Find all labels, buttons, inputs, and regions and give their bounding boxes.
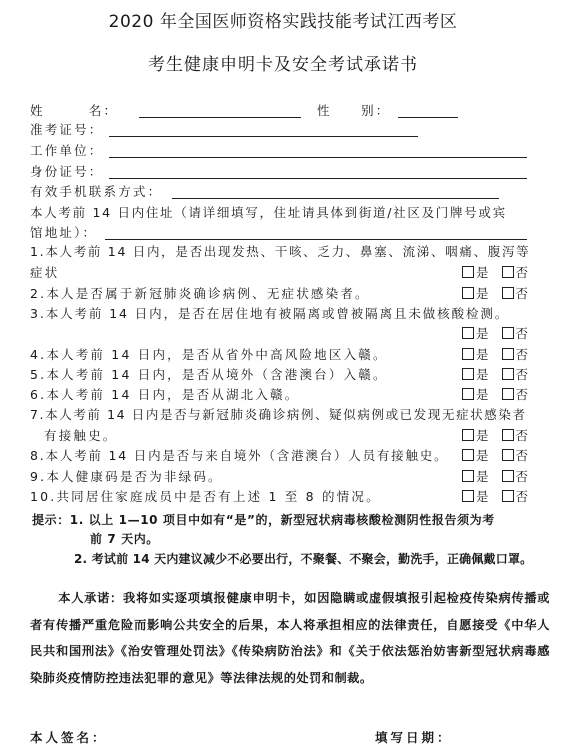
- option-no-label: 否: [515, 347, 530, 362]
- option-no-label: 否: [515, 326, 530, 341]
- option-yes-label: 是: [476, 347, 490, 362]
- checkbox-no[interactable]: [502, 266, 514, 278]
- question-9: 9.本人健康码是否为非绿码。: [30, 469, 223, 484]
- checkbox-no[interactable]: [502, 449, 514, 461]
- question-1-cont: 症状: [30, 265, 60, 280]
- address-label: 本人考前 14 日内住址（请详细填写，住址请具体到街道/社区及门牌号或宾: [30, 205, 507, 220]
- date-label: 填写日期：: [375, 730, 453, 745]
- question-4: 4.本人考前 14 日内，是否从省外中高风险地区入赣。: [30, 347, 388, 362]
- question-7-options: [462, 426, 529, 444]
- question-4-options: [462, 345, 529, 363]
- question-1: 1.本人考前 14 日内，是否出现发热、干咳、乏力、鼻塞、流涕、咽痛、腹泻等: [30, 244, 531, 259]
- option-no-label: 否: [515, 448, 530, 463]
- option-yes-label: 是: [476, 286, 490, 301]
- question-3: 3.本人考前 14 日内，是否在居住地有被隔离或曾被隔离且未做核酸检测。: [30, 306, 510, 321]
- checkbox-no[interactable]: [502, 429, 514, 441]
- phone-label: 有效手机联系方式：: [30, 184, 163, 199]
- id-number-field[interactable]: [109, 177, 527, 179]
- checkbox-yes[interactable]: [462, 490, 474, 502]
- question-10: 10.共同居住家庭成员中是否有上述 1 至 8 的情况。: [30, 489, 381, 504]
- option-no-label: 否: [515, 367, 530, 382]
- question-10-options: [462, 487, 529, 505]
- checkbox-no[interactable]: [502, 287, 514, 299]
- option-no-label: 否: [515, 387, 530, 402]
- promise-paragraph: [30, 585, 550, 691]
- tip-line-3: 2. 考试前 14 天内建议减少不必要出行，不聚餐、不聚会，勤洗手，正确佩戴口罩。: [74, 552, 533, 566]
- address-label-cont: 馆地址）：: [30, 225, 98, 240]
- question-8: 8.本人考前 14 日内是否与来自境外（含港澳台）人员有接触史。: [30, 448, 449, 463]
- gender-label: 性 别：: [317, 103, 391, 118]
- option-yes-label: 是: [476, 448, 490, 463]
- promise-text: 本人承诺：我将如实逐项填报健康申明卡，如因隐瞒或虚假填报引起检疫传染病传播或者有传播严重危险而影响公共安全的后果，本人将承担相应的法律责任，自愿接受《中华人民共和国刑法》《治安管理处罚法》《传染病防治法》和《关于依法惩治妨害新型冠状病毒感染肺炎疫情防控违法犯罪的意见》等法律法规的处罚和制裁。: [30, 591, 550, 685]
- option-yes-label: 是: [476, 326, 490, 341]
- checkbox-no[interactable]: [502, 470, 514, 482]
- checkbox-yes[interactable]: [462, 287, 474, 299]
- gender-field[interactable]: [398, 116, 458, 118]
- question-7: 7.本人考前 14 日内是否与新冠肺炎确诊病例、疑似病例或已发现无症状感染者: [30, 407, 527, 422]
- name-label: 姓 名：: [30, 103, 119, 118]
- checkbox-no[interactable]: [502, 490, 514, 502]
- tip-line-2: 前 7 天内。: [90, 532, 159, 546]
- checkbox-yes[interactable]: [462, 449, 474, 461]
- name-field[interactable]: [139, 116, 301, 118]
- option-yes-label: 是: [476, 265, 490, 280]
- option-yes-label: 是: [476, 387, 490, 402]
- address-field[interactable]: [105, 238, 527, 240]
- question-5-options: [462, 365, 529, 383]
- form-title: 2020 年全国医师资格实践技能考试江西考区: [108, 12, 458, 32]
- question-7-cont: 有接触史。: [44, 428, 118, 443]
- option-yes-label: 是: [476, 428, 490, 443]
- phone-field[interactable]: [172, 197, 499, 199]
- checkbox-no[interactable]: [502, 368, 514, 380]
- checkbox-yes[interactable]: [462, 470, 474, 482]
- checkbox-no[interactable]: [502, 327, 514, 339]
- option-no-label: 否: [515, 265, 530, 280]
- checkbox-yes[interactable]: [462, 266, 474, 278]
- checkbox-no[interactable]: [502, 348, 514, 360]
- form-subtitle: 考生健康申明卡及安全考试承诺书: [148, 55, 418, 75]
- checkbox-yes[interactable]: [462, 327, 474, 339]
- id-number-label: 身份证号：: [30, 164, 104, 179]
- option-no-label: 否: [515, 428, 530, 443]
- checkbox-no[interactable]: [502, 388, 514, 400]
- question-8-options: [462, 446, 529, 464]
- option-yes-label: 是: [476, 367, 490, 382]
- option-no-label: 否: [515, 286, 530, 301]
- question-2: 2.本人是否属于新冠肺炎确诊病例、无症状感染者。: [30, 286, 370, 301]
- checkbox-yes[interactable]: [462, 348, 474, 360]
- workplace-field[interactable]: [109, 156, 527, 158]
- exam-id-field[interactable]: [109, 135, 418, 137]
- checkbox-yes[interactable]: [462, 388, 474, 400]
- option-no-label: 否: [515, 469, 530, 484]
- question-9-options: [462, 467, 529, 485]
- question-6-options: [462, 385, 529, 403]
- option-yes-label: 是: [476, 469, 490, 484]
- question-3-options: [462, 324, 529, 342]
- tip-line-1: 提示：1. 以上 1—10 项目中如有“是”的，新型冠状病毒核酸检测阴性报告须为考: [32, 513, 495, 527]
- option-no-label: 否: [515, 489, 530, 504]
- checkbox-yes[interactable]: [462, 429, 474, 441]
- checkbox-yes[interactable]: [462, 368, 474, 380]
- exam-id-label: 准考证号：: [30, 122, 104, 137]
- question-2-options: [462, 284, 529, 302]
- question-5: 5.本人考前 14 日内，是否从境外（含港澳台）入赣。: [30, 367, 388, 382]
- question-1-options: [462, 263, 529, 281]
- signature-label: 本人签名：: [30, 730, 108, 745]
- workplace-label: 工作单位：: [30, 143, 104, 158]
- question-6: 6.本人考前 14 日内，是否从湖北入赣。: [30, 387, 300, 402]
- option-yes-label: 是: [476, 489, 490, 504]
